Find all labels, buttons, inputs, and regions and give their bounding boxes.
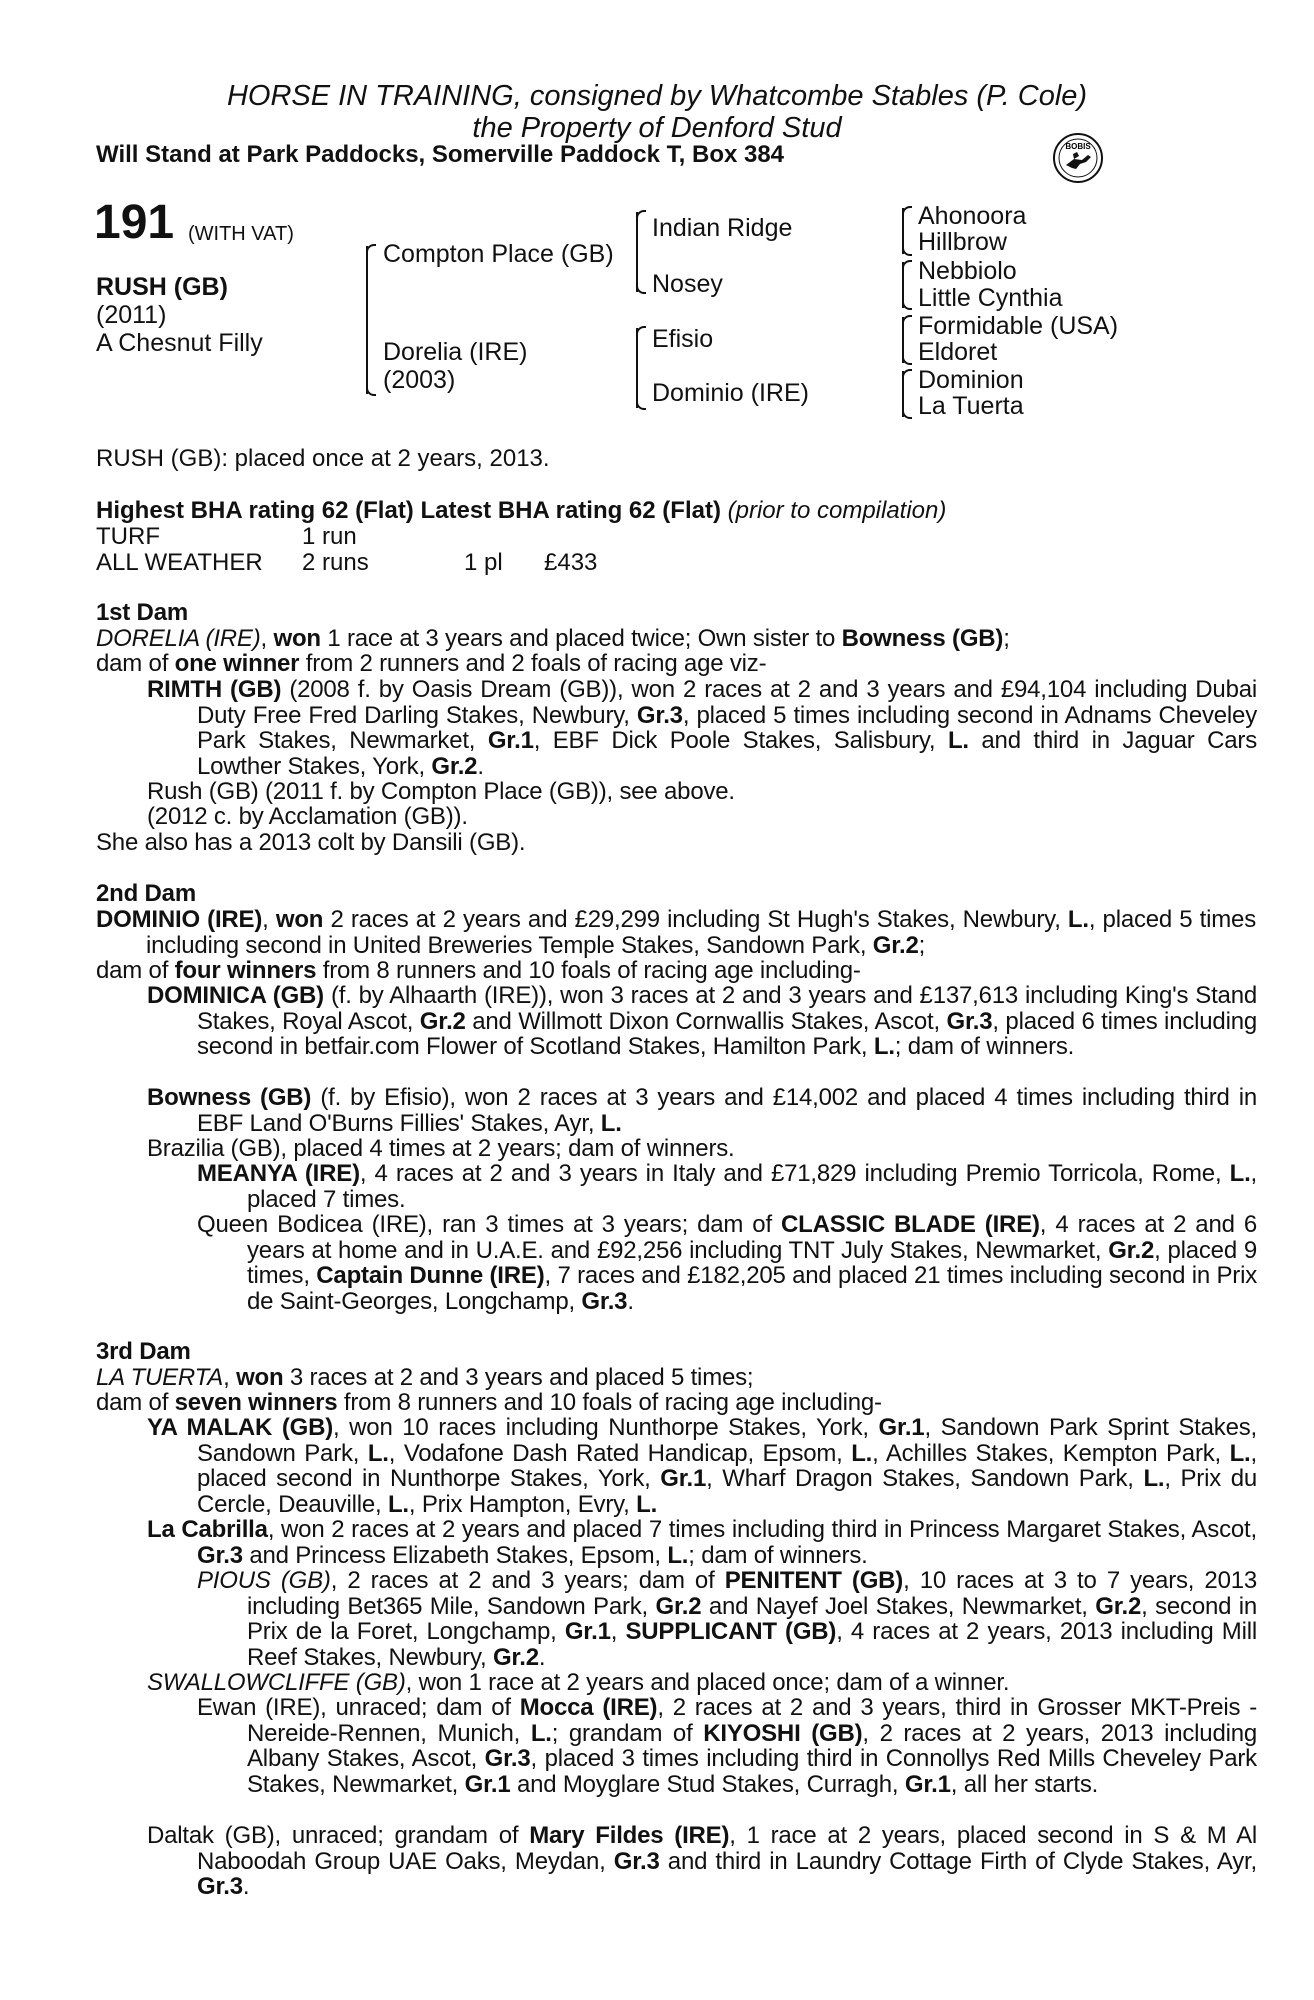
third-dam-produce: dam of seven winners from 8 runners and 10 foals of racing age including- [96, 1389, 882, 1416]
grandprogeny-queen-bodicea: Queen Bodicea (IRE), ran 3 times at 3 years; dam of CLASSIC BLADE (IRE), 4 races at 2 and 6 years at home and in U.A.E. and £92,256 including TNT July Stakes, Newmarket, Gr.2, placed 9 times, Captain Dunne (IRE), 7 races and £182,205 and placed 21 times including second in Prix de Saint-Georges, Longchamp, Gr.3. [197, 1211, 1258, 1315]
pedigree-ssd: Hillbrow [918, 228, 1007, 256]
second-dam-dominio: DOMINIO (IRE), won 2 races at 2 years and £29,299 including St Hugh's Stakes, Newbury, L., placed 5 times including second in United Breweries Temple Stakes, Sandown Park, Gr.2; [96, 906, 1257, 959]
first-dam-line: DORELIA (IRE), won 1 race at 3 years and placed twice; Own sister to Bowness (GB); [96, 624, 1010, 652]
pedigree-ds: Efisio [652, 325, 714, 353]
turf-runs: 1 run [302, 523, 357, 550]
race-summary: RUSH (GB): placed once at 2 years, 2013. [96, 445, 550, 472]
consignor-line: HORSE IN TRAINING, consigned by Whatcombe Stables (P. Cole) [226, 80, 1088, 112]
aw-money: £433 [544, 549, 598, 576]
third-dam-la-tuerta: LA TUERTA, won 3 races at 2 and 3 years and placed 5 times; [96, 1364, 754, 1391]
horse-name: RUSH (GB) [96, 273, 228, 301]
progeny-daltak: Daltak (GB), unraced; grandam of Mary Fildes (IRE), 1 race at 2 years, placed second in S & M Al Naboodah Group UAE Oaks, Meydan, Gr.3 and third in Laundry Cottage Firth of Clyde Stakes, Ayr, Gr.3. [147, 1822, 1258, 1900]
vat-note: (WITH VAT) [188, 223, 294, 245]
pedigree-sire: Compton Place (GB) [383, 240, 614, 268]
progeny-bowness: Bowness (GB) (f. by Efisio), won 2 races at 3 years and £14,002 and placed 4 times including third in EBF Land O'Burns Fillies' Stakes, Ayr, L. [147, 1084, 1257, 1137]
progeny-la-cabrilla: La Cabrilla, won 2 races at 2 years and placed 7 times including third in Princess Margaret Stakes, Ascot, Gr.3 and Princess Elizabeth Stakes, Epsom, L.; dam of winners. [147, 1516, 1257, 1569]
bha-rating-note: (prior to compilation) [727, 497, 947, 524]
grandprogeny-meanya: MEANYA (IRE), 4 races at 2 and 3 years in Italy and £71,829 including Premio Torricola, Rome, L., placed 7 times. [197, 1160, 1258, 1213]
progeny-ya-malak: YA MALAK (GB), won 10 races including Nunthorpe Stakes, York, Gr.1, Sandown Park Sprint Stakes, Sandown Park, L., Vodafone Dash Rated Handicap, Epsom, L., Achilles Stakes, Kempton Park, L., placed second in Nunthorpe Stakes, York, Gr.1, Wharf Dragon Stakes, Sandown Park, L., Prix du Cercle, Deauville, L., Prix Hampton, Evry, L. [147, 1414, 1257, 1518]
first-dam-heading: 1st Dam [96, 599, 188, 626]
horse-description: A Chesnut Filly [96, 329, 263, 357]
pedigree-sd: Nosey [652, 270, 723, 298]
stand-location: Will Stand at Park Paddocks, Somerville Paddock T, Box 384 [96, 141, 785, 168]
turf-label: TURF [96, 523, 160, 550]
bobis-logo-icon [1052, 132, 1104, 184]
pedigree-dam: Dorelia (IRE) [383, 338, 528, 366]
progeny-brazilia: Brazilia (GB), placed 4 times at 2 years; dam of winners. [147, 1135, 735, 1162]
aw-label: ALL WEATHER [96, 549, 263, 576]
pedigree-brace-1 [366, 246, 368, 394]
pedigree-brace-3a [902, 208, 904, 254]
pedigree-dd: Dominio (IRE) [652, 379, 809, 407]
progeny-rimth: RIMTH (GB) (2008 f. by Oasis Dream (GB)), won 2 races at 2 and 3 years and £94,104 including Dubai Duty Free Fred Darling Stakes, Newbury, Gr.3, placed 5 times including second in Adnams Cheveley Park Stakes, Newmarket, Gr.1, EBF Dick Poole Stakes, Salisbury, L. and third in Jaguar Cars Lowther Stakes, York, Gr.2. [147, 676, 1257, 780]
aw-placed: 1 pl [464, 549, 503, 576]
pedigree-sds: Nebbiolo [918, 257, 1017, 285]
pedigree-brace-3b [902, 262, 904, 308]
pedigree-dsd: Eldoret [918, 338, 998, 366]
grandprogeny-pious: PIOUS (GB), 2 races at 2 and 3 years; dam of PENITENT (GB), 10 races at 3 to 7 years, 2013 including Bet365 Mile, Sandown Park, Gr.2 and Nayef Joel Stakes, Newmarket, Gr.2, second in Prix de la Foret, Longchamp, Gr.1, SUPPLICANT (GB), 4 races at 2 years, 2013 including Mill Reef Stakes, Newbury, Gr.2. [197, 1567, 1258, 1671]
pedigree-brace-3c [902, 317, 904, 363]
pedigree-dds: Dominion [918, 366, 1024, 394]
second-dam-produce: dam of four winners from 8 runners and 10 foals of racing age including- [96, 957, 861, 984]
first-dam-section [96, 600, 1206, 677]
aw-runs: 2 runs [302, 549, 369, 576]
property-line: the Property of Denford Stud [472, 112, 842, 144]
pedigree-brace-2a [636, 212, 638, 292]
grandprogeny-ewan: Ewan (IRE), unraced; dam of Mocca (IRE), 2 races at 2 and 3 years, third in Grosser MKT-Preis - Nereide-Rennen, Munich, L.; grandam of KIYOSHI (GB), 2 races at 2 years, 2013 including Albany Stakes, Ascot, Gr.3, placed 3 times including third in Connollys Red Mills Cheveley Park Stakes, Newmarket, Gr.1 and Moyglare Stud Stakes, Curragh, Gr.1, all her starts. [197, 1694, 1258, 1798]
pedigree-dam-year: (2003) [383, 366, 456, 394]
bha-rating-text: Highest BHA rating 62 (Flat) Latest BHA rating 62 (Flat) [96, 497, 721, 524]
progeny-dominica: DOMINICA (GB) (f. by Alhaarth (IRE)), won 3 races at 2 and 3 years and £137,613 including King's Stand Stakes, Royal Ascot, Gr.2 and Willmott Dixon Cornwallis Stakes, Ascot, Gr.3, placed 6 times including second in betfair.com Flower of Scotland Stakes, Hamilton Park, L.; dam of winners. [147, 982, 1257, 1060]
bha-rating [96, 498, 946, 524]
progeny-2012-colt: (2012 c. by Acclamation (GB)). [147, 803, 468, 830]
second-dam-heading: 2nd Dam [96, 880, 196, 907]
progeny-rush: Rush (GB) (2011 f. by Compton Place (GB)), see above. [147, 778, 735, 805]
pedigree-brace-3d [902, 371, 904, 417]
first-dam-produce: dam of one winner from 2 runners and 2 foals of racing age viz- [96, 650, 767, 677]
progeny-swallowcliffe: SWALLOWCLIFFE (GB), won 1 race at 2 years and placed once; dam of a winner. [147, 1669, 1010, 1696]
horse-year: (2011) [96, 301, 167, 329]
pedigree-ddd: La Tuerta [918, 392, 1024, 420]
pedigree-sdd: Little Cynthia [918, 284, 1063, 312]
pedigree-ss: Indian Ridge [652, 214, 793, 242]
logo-text: BOBIS [1065, 142, 1091, 151]
third-dam-heading: 3rd Dam [96, 1338, 191, 1365]
pedigree-sss: Ahonoora [918, 202, 1027, 230]
pedigree-brace-2b [636, 328, 638, 408]
first-dam-2013-colt: She also has a 2013 colt by Dansili (GB). [96, 829, 526, 856]
pedigree-dss: Formidable (USA) [918, 312, 1119, 340]
lot-number: 191 [94, 196, 175, 249]
